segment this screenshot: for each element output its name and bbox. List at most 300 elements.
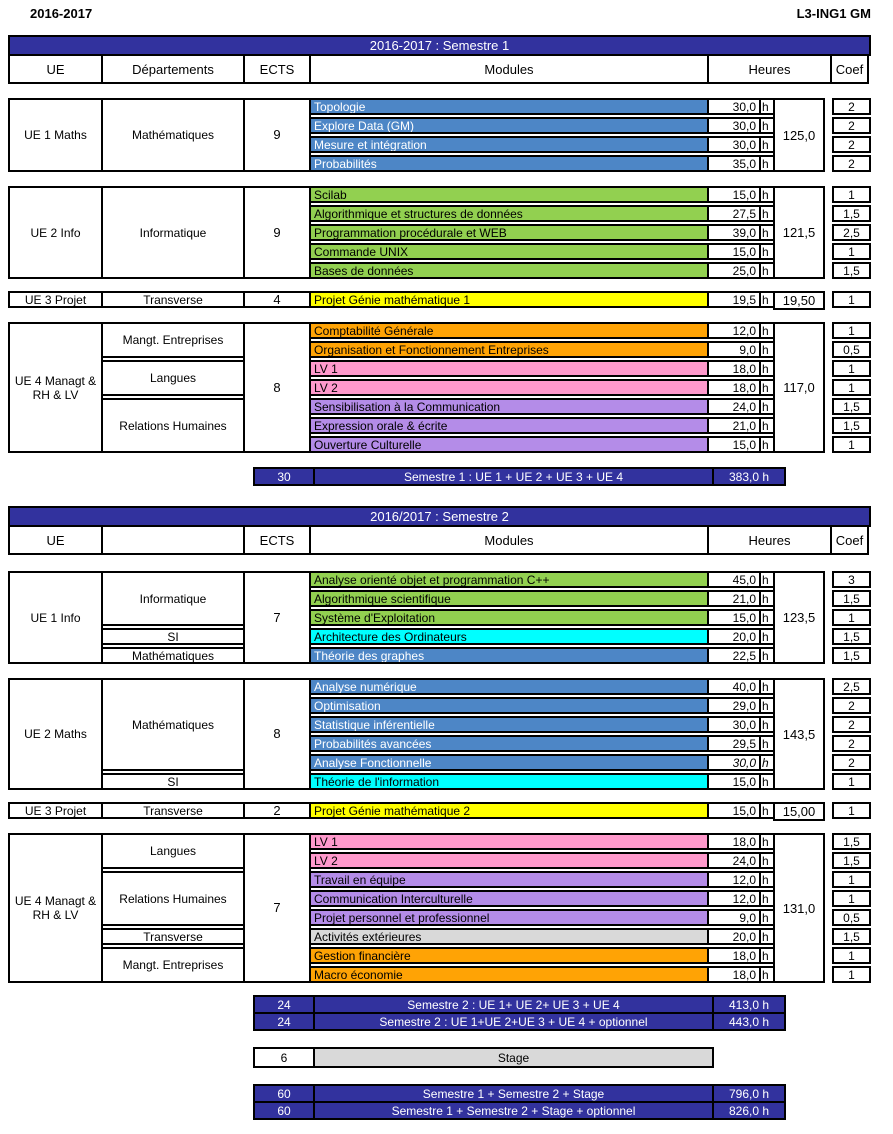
department-cell: Transverse bbox=[101, 291, 245, 308]
hour-unit: h bbox=[759, 735, 775, 752]
module-column bbox=[309, 802, 775, 819]
module-name: Architecture des Ordinateurs bbox=[309, 628, 709, 645]
module-hours: 22,5 bbox=[707, 647, 761, 664]
ue-cell: UE 3 Projet bbox=[8, 291, 103, 308]
module-name: Mesure et intégration bbox=[309, 136, 709, 153]
summary-label: Semestre 1 + Semestre 2 + Stage bbox=[313, 1084, 714, 1103]
module-hours: 15,0 bbox=[707, 436, 761, 453]
hour-unit: h bbox=[759, 890, 775, 907]
module-name: LV 2 bbox=[309, 379, 709, 396]
hour-unit: h bbox=[759, 754, 775, 771]
department-column bbox=[101, 802, 245, 819]
module-name: Macro économie bbox=[309, 966, 709, 983]
ue-block-s1-managt bbox=[8, 322, 893, 453]
module-coef: 0,5 bbox=[832, 909, 871, 926]
hour-unit: h bbox=[759, 909, 775, 926]
module-name: Analyse Fonctionnelle bbox=[309, 754, 709, 771]
department-column bbox=[101, 98, 245, 172]
module-column bbox=[309, 678, 775, 790]
module-coef: 1,5 bbox=[832, 398, 871, 415]
module-row bbox=[309, 379, 775, 396]
module-coef: 1 bbox=[832, 890, 871, 907]
module-row bbox=[309, 398, 775, 415]
ue-block-s1-projet bbox=[8, 291, 893, 310]
module-column bbox=[309, 291, 775, 308]
department-cell: Mathématiques bbox=[101, 647, 245, 664]
block-total-column bbox=[773, 678, 825, 790]
module-row bbox=[309, 833, 775, 850]
department-cell: Mathématiques bbox=[101, 678, 245, 771]
module-row bbox=[309, 716, 775, 733]
hour-unit: h bbox=[759, 571, 775, 588]
module-name: Expression orale & écrite bbox=[309, 417, 709, 434]
ue-block-s2-maths bbox=[8, 678, 893, 790]
module-coef: 1 bbox=[832, 436, 871, 453]
module-hours: 18,0 bbox=[707, 379, 761, 396]
hour-unit: h bbox=[759, 398, 775, 415]
department-column bbox=[101, 186, 245, 279]
module-hours: 29,5 bbox=[707, 735, 761, 752]
module-row bbox=[309, 436, 775, 453]
hour-unit: h bbox=[759, 98, 775, 115]
module-name: Analyse orienté objet et programmation C++ bbox=[309, 571, 709, 588]
department-column bbox=[101, 678, 245, 790]
module-row bbox=[309, 928, 775, 945]
block-total-hours: 121,5 bbox=[773, 186, 825, 279]
header-coef: Coef bbox=[830, 525, 869, 555]
module-coef: 2 bbox=[832, 98, 871, 115]
semester2-table-head bbox=[8, 506, 871, 555]
department-cell: Langues bbox=[101, 833, 245, 869]
module-name: Sensibilisation à la Communication bbox=[309, 398, 709, 415]
grand-totals bbox=[253, 1084, 893, 1120]
module-coef: 1 bbox=[832, 966, 871, 983]
hour-unit: h bbox=[759, 802, 775, 819]
module-hours: 12,0 bbox=[707, 322, 761, 339]
department-column bbox=[101, 833, 245, 983]
module-hours: 15,0 bbox=[707, 773, 761, 790]
module-coef: 2 bbox=[832, 754, 871, 771]
module-name: Analyse numérique bbox=[309, 678, 709, 695]
ue-block-s1-maths bbox=[8, 98, 893, 172]
block-total-hours: 131,0 bbox=[773, 833, 825, 983]
department-cell: Transverse bbox=[101, 802, 245, 819]
module-row bbox=[309, 360, 775, 377]
module-name: Algorithmique scientifique bbox=[309, 590, 709, 607]
header-modules: Modules bbox=[309, 54, 709, 84]
semester2-summary bbox=[253, 995, 893, 1031]
module-coef: 1,5 bbox=[832, 928, 871, 945]
hour-unit: h bbox=[759, 773, 775, 790]
module-row bbox=[309, 155, 775, 172]
module-name: Topologie bbox=[309, 98, 709, 115]
module-column bbox=[309, 833, 775, 983]
hour-unit: h bbox=[759, 852, 775, 869]
hour-unit: h bbox=[759, 322, 775, 339]
module-name: Projet Génie mathématique 2 bbox=[309, 802, 709, 819]
module-row bbox=[309, 98, 775, 115]
module-hours: 40,0 bbox=[707, 678, 761, 695]
module-coef: 1,5 bbox=[832, 417, 871, 434]
module-hours: 24,0 bbox=[707, 398, 761, 415]
block-total-column bbox=[773, 186, 825, 279]
block-total-column bbox=[773, 98, 825, 172]
module-name: Programmation procédurale et WEB bbox=[309, 224, 709, 241]
ects-cell: 4 bbox=[243, 291, 311, 308]
summary-label: Semestre 1 + Semestre 2 + Stage + optionnel bbox=[313, 1101, 714, 1120]
module-hours: 18,0 bbox=[707, 947, 761, 964]
module-hours: 15,0 bbox=[707, 802, 761, 819]
module-coef: 0,5 bbox=[832, 341, 871, 358]
module-hours: 18,0 bbox=[707, 833, 761, 850]
module-hours: 20,0 bbox=[707, 628, 761, 645]
coef-column bbox=[832, 833, 871, 983]
stage-label: Stage bbox=[313, 1047, 714, 1068]
hour-unit: h bbox=[759, 716, 775, 733]
block-total-column bbox=[773, 291, 825, 310]
block-total-column bbox=[773, 322, 825, 453]
module-row bbox=[309, 186, 775, 203]
department-column bbox=[101, 571, 245, 664]
department-cell: Informatique bbox=[101, 186, 245, 279]
hour-unit: h bbox=[759, 224, 775, 241]
module-name: Organisation et Fonctionnement Entreprises bbox=[309, 341, 709, 358]
block-total-hours: 117,0 bbox=[773, 322, 825, 453]
summary-ects: 60 bbox=[253, 1101, 315, 1120]
header-ue: UE bbox=[8, 525, 103, 555]
module-name: Probabilités avancées bbox=[309, 735, 709, 752]
semester2-banner: 2016/2017 : Semestre 2 bbox=[8, 506, 871, 527]
hour-unit: h bbox=[759, 436, 775, 453]
module-hours: 25,0 bbox=[707, 262, 761, 279]
module-name: Bases de données bbox=[309, 262, 709, 279]
module-hours: 9,0 bbox=[707, 909, 761, 926]
module-hours: 30,0 bbox=[707, 754, 761, 771]
department-cell: Langues bbox=[101, 360, 245, 396]
department-cell: Mangt. Entreprises bbox=[101, 947, 245, 983]
module-name: Explore Data (GM) bbox=[309, 117, 709, 134]
hour-unit: h bbox=[759, 871, 775, 888]
stage-section bbox=[253, 1047, 893, 1068]
module-row bbox=[309, 852, 775, 869]
module-row bbox=[309, 647, 775, 664]
grand-total-bar-2 bbox=[253, 1101, 893, 1120]
header-modules: Modules bbox=[309, 525, 709, 555]
module-row bbox=[309, 773, 775, 790]
semester2-summary-bar-2 bbox=[253, 1012, 893, 1031]
module-row bbox=[309, 341, 775, 358]
coef-column bbox=[832, 322, 871, 453]
module-column bbox=[309, 186, 775, 279]
ects-cell: 7 bbox=[243, 833, 311, 983]
module-coef: 2 bbox=[832, 716, 871, 733]
module-hours: 30,0 bbox=[707, 716, 761, 733]
module-row bbox=[309, 802, 775, 819]
ects-cell: 7 bbox=[243, 571, 311, 664]
module-row bbox=[309, 117, 775, 134]
header-ects: ECTS bbox=[243, 54, 311, 84]
module-name: Théorie de l'information bbox=[309, 773, 709, 790]
module-name: Système d'Exploitation bbox=[309, 609, 709, 626]
summary-ects: 60 bbox=[253, 1084, 315, 1103]
module-coef: 2 bbox=[832, 735, 871, 752]
module-coef: 2,5 bbox=[832, 224, 871, 241]
module-row bbox=[309, 224, 775, 241]
ects-cell: 9 bbox=[243, 98, 311, 172]
summary-ects: 24 bbox=[253, 995, 315, 1014]
block-total-column bbox=[773, 833, 825, 983]
hour-unit: h bbox=[759, 590, 775, 607]
module-coef: 1 bbox=[832, 773, 871, 790]
module-row bbox=[309, 136, 775, 153]
hour-unit: h bbox=[759, 136, 775, 153]
block-total-hours: 19,50 bbox=[773, 291, 825, 310]
hour-unit: h bbox=[759, 833, 775, 850]
module-row bbox=[309, 890, 775, 907]
semester2-header-row bbox=[8, 525, 871, 555]
year-label: 2016-2017 bbox=[30, 6, 93, 21]
module-name: Optimisation bbox=[309, 697, 709, 714]
ects-cell: 9 bbox=[243, 186, 311, 279]
module-name: Gestion financière bbox=[309, 947, 709, 964]
module-hours: 20,0 bbox=[707, 928, 761, 945]
module-coef: 2 bbox=[832, 136, 871, 153]
ue-cell: UE 1 Maths bbox=[8, 98, 103, 172]
coef-column bbox=[832, 571, 871, 664]
module-row bbox=[309, 754, 775, 771]
module-hours: 19,5 bbox=[707, 291, 761, 308]
coef-column bbox=[832, 291, 871, 308]
hour-unit: h bbox=[759, 291, 775, 308]
ue-cell: UE 2 Info bbox=[8, 186, 103, 279]
department-cell: Mathématiques bbox=[101, 98, 245, 172]
hour-unit: h bbox=[759, 417, 775, 434]
hour-unit: h bbox=[759, 609, 775, 626]
module-name: Travail en équipe bbox=[309, 871, 709, 888]
hour-unit: h bbox=[759, 678, 775, 695]
ue-block-s2-managt bbox=[8, 833, 893, 983]
department-cell: Relations Humaines bbox=[101, 398, 245, 453]
hour-unit: h bbox=[759, 243, 775, 260]
header-departements: Départements bbox=[101, 54, 245, 84]
summary-label: Semestre 2 : UE 1+UE 2+UE 3 + UE 4 + optionnel bbox=[313, 1012, 714, 1031]
module-name: Probabilités bbox=[309, 155, 709, 172]
module-coef: 1 bbox=[832, 947, 871, 964]
module-row bbox=[309, 243, 775, 260]
module-row bbox=[309, 322, 775, 339]
module-hours: 21,0 bbox=[707, 590, 761, 607]
module-name: LV 2 bbox=[309, 852, 709, 869]
hour-unit: h bbox=[759, 262, 775, 279]
ects-cell: 2 bbox=[243, 802, 311, 819]
hour-unit: h bbox=[759, 155, 775, 172]
department-cell: SI bbox=[101, 628, 245, 645]
module-coef: 1 bbox=[832, 609, 871, 626]
module-hours: 45,0 bbox=[707, 571, 761, 588]
coef-column bbox=[832, 186, 871, 279]
block-total-hours: 125,0 bbox=[773, 98, 825, 172]
block-total-hours: 143,5 bbox=[773, 678, 825, 790]
ue-block-s1-info bbox=[8, 186, 893, 279]
hour-unit: h bbox=[759, 341, 775, 358]
module-row bbox=[309, 571, 775, 588]
header-departements-empty bbox=[101, 525, 245, 555]
module-row bbox=[309, 871, 775, 888]
module-hours: 24,0 bbox=[707, 852, 761, 869]
ue-cell: UE 1 Info bbox=[8, 571, 103, 664]
module-row bbox=[309, 417, 775, 434]
module-row bbox=[309, 590, 775, 607]
top-bar bbox=[30, 6, 871, 21]
module-coef: 1,5 bbox=[832, 852, 871, 869]
module-name: Projet Génie mathématique 1 bbox=[309, 291, 709, 308]
department-cell: Transverse bbox=[101, 928, 245, 945]
module-coef: 2 bbox=[832, 697, 871, 714]
module-row bbox=[309, 205, 775, 222]
hour-unit: h bbox=[759, 205, 775, 222]
module-hours: 39,0 bbox=[707, 224, 761, 241]
module-name: LV 1 bbox=[309, 360, 709, 377]
module-coef: 3 bbox=[832, 571, 871, 588]
module-coef: 2,5 bbox=[832, 678, 871, 695]
hour-unit: h bbox=[759, 928, 775, 945]
ects-cell: 8 bbox=[243, 322, 311, 453]
block-total-column bbox=[773, 571, 825, 664]
module-hours: 12,0 bbox=[707, 871, 761, 888]
hour-unit: h bbox=[759, 966, 775, 983]
hour-unit: h bbox=[759, 947, 775, 964]
module-hours: 30,0 bbox=[707, 98, 761, 115]
module-name: Scilab bbox=[309, 186, 709, 203]
module-coef: 2 bbox=[832, 155, 871, 172]
summary-hours: 826,0 h bbox=[712, 1101, 786, 1120]
semester1-header-row bbox=[8, 54, 871, 84]
module-coef: 1 bbox=[832, 802, 871, 819]
module-row bbox=[309, 966, 775, 983]
module-name: Ouverture Culturelle bbox=[309, 436, 709, 453]
module-name: Communication Interculturelle bbox=[309, 890, 709, 907]
coef-column bbox=[832, 678, 871, 790]
semester1-table-head bbox=[8, 35, 871, 84]
semester1-banner: 2016-2017 : Semestre 1 bbox=[8, 35, 871, 56]
module-hours: 30,0 bbox=[707, 136, 761, 153]
module-row bbox=[309, 909, 775, 926]
semester1-summary bbox=[253, 467, 893, 486]
module-row bbox=[309, 678, 775, 695]
module-hours: 15,0 bbox=[707, 186, 761, 203]
hour-unit: h bbox=[759, 647, 775, 664]
header-heures: Heures bbox=[707, 54, 832, 84]
module-name: Activités extérieures bbox=[309, 928, 709, 945]
summary-hours: 443,0 h bbox=[712, 1012, 786, 1031]
coef-column bbox=[832, 98, 871, 172]
module-row bbox=[309, 291, 775, 308]
module-hours: 21,0 bbox=[707, 417, 761, 434]
block-total-hours: 123,5 bbox=[773, 571, 825, 664]
module-column bbox=[309, 571, 775, 664]
module-coef: 1 bbox=[832, 871, 871, 888]
module-hours: 30,0 bbox=[707, 117, 761, 134]
module-hours: 29,0 bbox=[707, 697, 761, 714]
module-name: Statistique inférentielle bbox=[309, 716, 709, 733]
module-name: Algorithmique et structures de données bbox=[309, 205, 709, 222]
module-hours: 9,0 bbox=[707, 341, 761, 358]
module-hours: 27,5 bbox=[707, 205, 761, 222]
hour-unit: h bbox=[759, 628, 775, 645]
module-coef: 1 bbox=[832, 186, 871, 203]
module-coef: 1,5 bbox=[832, 590, 871, 607]
hour-unit: h bbox=[759, 697, 775, 714]
hour-unit: h bbox=[759, 379, 775, 396]
module-name: Commande UNIX bbox=[309, 243, 709, 260]
summary-label: Semestre 1 : UE 1 + UE 2 + UE 3 + UE 4 bbox=[313, 467, 714, 486]
summary-hours: 796,0 h bbox=[712, 1084, 786, 1103]
module-coef: 1 bbox=[832, 322, 871, 339]
hour-unit: h bbox=[759, 360, 775, 377]
summary-hours: 413,0 h bbox=[712, 995, 786, 1014]
department-column bbox=[101, 291, 245, 308]
module-name: LV 1 bbox=[309, 833, 709, 850]
department-cell: Informatique bbox=[101, 571, 245, 626]
module-row bbox=[309, 697, 775, 714]
module-name: Théorie des graphes bbox=[309, 647, 709, 664]
summary-hours: 383,0 h bbox=[712, 467, 786, 486]
module-coef: 1 bbox=[832, 243, 871, 260]
module-hours: 15,0 bbox=[707, 243, 761, 260]
ue-cell: UE 4 Managt & RH & LV bbox=[8, 833, 103, 983]
module-coef: 1,5 bbox=[832, 833, 871, 850]
ects-cell: 8 bbox=[243, 678, 311, 790]
module-row bbox=[309, 735, 775, 752]
module-coef: 1 bbox=[832, 291, 871, 308]
department-cell: SI bbox=[101, 773, 245, 790]
coef-column bbox=[832, 802, 871, 819]
block-total-column bbox=[773, 802, 825, 821]
module-coef: 1,5 bbox=[832, 647, 871, 664]
module-coef: 2 bbox=[832, 117, 871, 134]
ue-cell: UE 4 Managt & RH & LV bbox=[8, 322, 103, 453]
module-name: Projet personnel et professionnel bbox=[309, 909, 709, 926]
module-column bbox=[309, 322, 775, 453]
ue-cell: UE 3 Projet bbox=[8, 802, 103, 819]
module-coef: 1,5 bbox=[832, 628, 871, 645]
summary-ects: 30 bbox=[253, 467, 315, 486]
summary-label: Semestre 2 : UE 1+ UE 2+ UE 3 + UE 4 bbox=[313, 995, 714, 1014]
stage-ects: 6 bbox=[253, 1047, 315, 1068]
semester1-summary-bar bbox=[253, 467, 893, 486]
stage-bar bbox=[253, 1047, 893, 1068]
header-ects: ECTS bbox=[243, 525, 311, 555]
program-label: L3-ING1 GM bbox=[796, 6, 871, 21]
hour-unit: h bbox=[759, 186, 775, 203]
module-row bbox=[309, 262, 775, 279]
module-row bbox=[309, 947, 775, 964]
ue-block-s2-info bbox=[8, 571, 893, 664]
department-cell: Mangt. Entreprises bbox=[101, 322, 245, 358]
block-total-hours: 15,00 bbox=[773, 802, 825, 821]
header-heures: Heures bbox=[707, 525, 832, 555]
summary-ects: 24 bbox=[253, 1012, 315, 1031]
hour-unit: h bbox=[759, 117, 775, 134]
module-coef: 1,5 bbox=[832, 262, 871, 279]
module-hours: 35,0 bbox=[707, 155, 761, 172]
module-name: Comptabilité Générale bbox=[309, 322, 709, 339]
ue-block-s2-projet bbox=[8, 802, 893, 821]
module-coef: 1 bbox=[832, 379, 871, 396]
module-row bbox=[309, 609, 775, 626]
module-hours: 15,0 bbox=[707, 609, 761, 626]
module-coef: 1 bbox=[832, 360, 871, 377]
